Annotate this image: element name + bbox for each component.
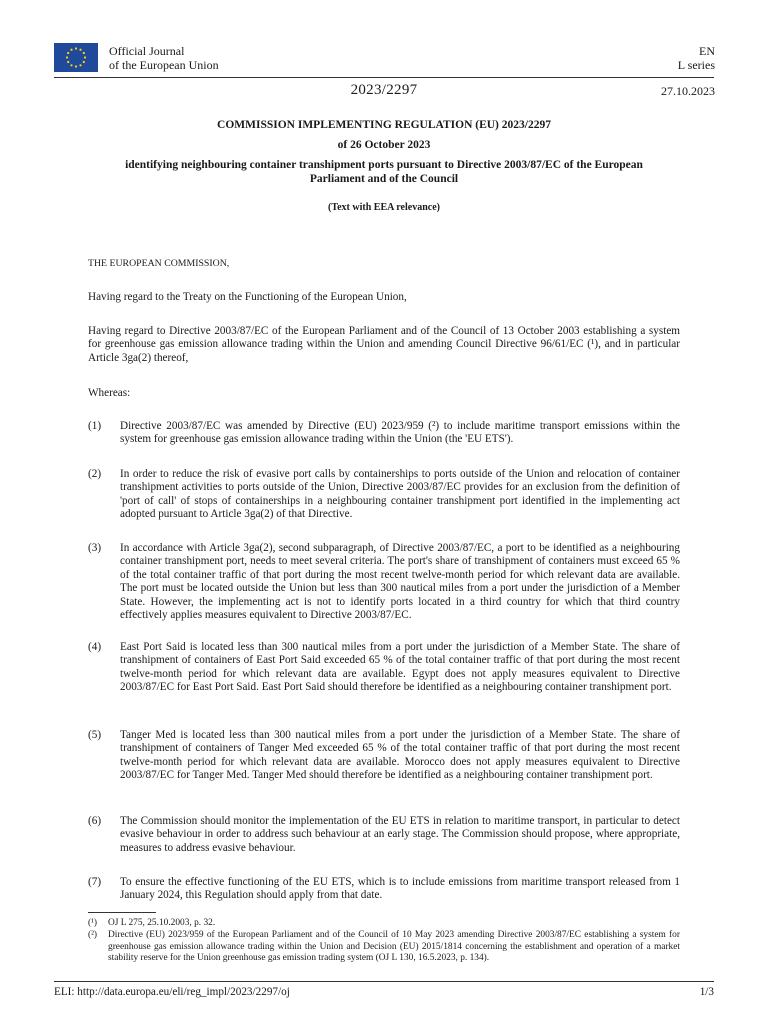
recital-text: In accordance with Article 3ga(2), second subparagraph, of Directive 2003/87/EC, a port to be identified as a neighbouring container transhipment port, needs to meet several criteria. The port's share of transhipment of containers must exceed 65 % of the total container traffic of that port during the most recent twelve-month period for which relevant data are available. The port must be located outside the Union but less than 300 nautical miles from a port under the jurisdiction of a Member State. However, the implementing act is not to identify ports located in a third country for which that third country effectively applies measures equivalent to Directive 2003/87/EC.: [120, 542, 680, 622]
footnote-divider: [88, 912, 156, 913]
recital-number: (3): [88, 542, 102, 554]
regulation-title: COMMISSION IMPLEMENTING REGULATION (EU) 2023/2297: [217, 119, 551, 131]
recital-text: Directive 2003/87/EC was amended by Directive (EU) 2023/959 (²) to include maritime transport emissions within the system for greenhouse gas emission allowance trading within the Union (the 'EU ETS').: [120, 420, 680, 446]
eli-link[interactable]: ELI: http://data.europa.eu/eli/reg_impl/2023/2297/oj: [54, 986, 290, 998]
recital-text: In order to reduce the risk of evasive port calls by containerships to ports outside of the Union and relocation of container transhipment activities to ports outside of the Union, Directive 2003/87/EC provides for an exclusion from the definition of 'port of call' of stops of containerships in a neighbouring container transhipment port identified in the implementing act adopted pursuant to Article 3ga(2) of that Directive.: [120, 468, 680, 521]
regulation-date: of 26 October 2023: [337, 139, 431, 151]
header-right: [678, 44, 715, 72]
recital-text: The Commission should monitor the implementation of the EU ETS in relation to maritime transport, in particular to detect evasive behaviour in order to address such behaviour at an early stage. The Commission should propose, where appropriate, measures to address evasive behaviour.: [120, 815, 680, 854]
page-number: 1/3: [699, 986, 714, 998]
recital-number: (7): [88, 876, 102, 888]
journal-title: [109, 44, 219, 72]
footer-divider: [54, 981, 714, 982]
recital-number: (4): [88, 641, 102, 653]
recital-4: [88, 641, 680, 695]
footnote-2: [88, 930, 680, 965]
footnote-text: Directive (EU) 2023/959 of the European Parliament and of the Council of 10 May 2023 amending Directive 2003/87/EC establishing a system for greenhouse gas emission allowance trading within the Union and Decision (EU) 2015/1814 concerning the establishment and operation of a market stability reserve for the Union greenhouse gas emission trading system (OJ L 130, 16.5.2023, p. 134).: [108, 930, 680, 964]
regulation-subject: identifying neighbouring container transhipment ports pursuant to Directive 2003/87/EC of the European Parliament and of the Council: [125, 159, 643, 185]
header-divider: [54, 77, 714, 78]
recital-6: [88, 815, 680, 855]
eu-flag-icon: [54, 43, 98, 72]
recital-number: (6): [88, 815, 102, 827]
regard-treaty: Having regard to the Treaty on the Functioning of the European Union,: [88, 291, 407, 303]
footnote-text: OJ L 275, 25.10.2003, p. 32.: [108, 918, 216, 928]
recital-number: (1): [88, 420, 102, 432]
recital-text: To ensure the effective functioning of the EU ETS, which is to include emissions from maritime transport released from 1 January 2024, this Regulation should apply from that date.: [120, 876, 680, 902]
recital-text: Tanger Med is located less than 300 nautical miles from a port under the jurisdiction of a Member State. The share of transhipment of containers of Tanger Med exceeded 65 % of the total container traffic of that port during the most recent twelve-month period for which relevant data are available. Morocco does not apply measures equivalent to Directive 2003/87/EC for Tanger Med. Tanger Med should therefore be identified as a neighbouring container transhipment port.: [120, 729, 680, 782]
recital-7: [88, 876, 680, 903]
series-label: L series: [677, 58, 715, 72]
eea-relevance: (Text with EEA relevance): [328, 202, 440, 213]
document-number: 2023/2297: [350, 82, 418, 98]
whereas-label: Whereas:: [88, 387, 131, 399]
recital-number: (5): [88, 729, 102, 741]
regard-directive: Having regard to Directive 2003/87/EC of the European Parliament and of the Council of 13 October 2003 establishing a system for greenhouse gas emission allowance trading within the Union and amending Council Directive 96/61/EC (¹), and in particular Article 3ga(2) thereof,: [88, 325, 680, 364]
commission-heading: THE EUROPEAN COMMISSION,: [88, 258, 230, 269]
journal-line2: of the European Union: [109, 58, 219, 72]
recital-2: [88, 468, 680, 522]
footnote-1: [88, 918, 680, 930]
journal-line1: Official Journal: [109, 44, 185, 58]
language-code: EN: [699, 44, 715, 58]
recital-text: East Port Said is located less than 300 nautical miles from a port under the jurisdiction of a Member State. The share of transhipment of containers of East Port Said exceeded 65 % of the total container traffic of that port during the most recent twelve-month period for which relevant data are available. Egypt does not apply measures equivalent to Directive 2003/87/EC for East Port Said. East Port Said should therefore be identified as a neighbouring container transhipment port.: [120, 641, 680, 694]
recital-5: [88, 729, 680, 783]
footnote-number: (¹): [88, 918, 98, 928]
recital-number: (2): [88, 468, 102, 480]
publication-date: 27.10.2023: [661, 84, 715, 98]
recital-1: [88, 420, 680, 447]
footnote-number: (²): [88, 930, 98, 940]
recital-3: [88, 542, 680, 622]
